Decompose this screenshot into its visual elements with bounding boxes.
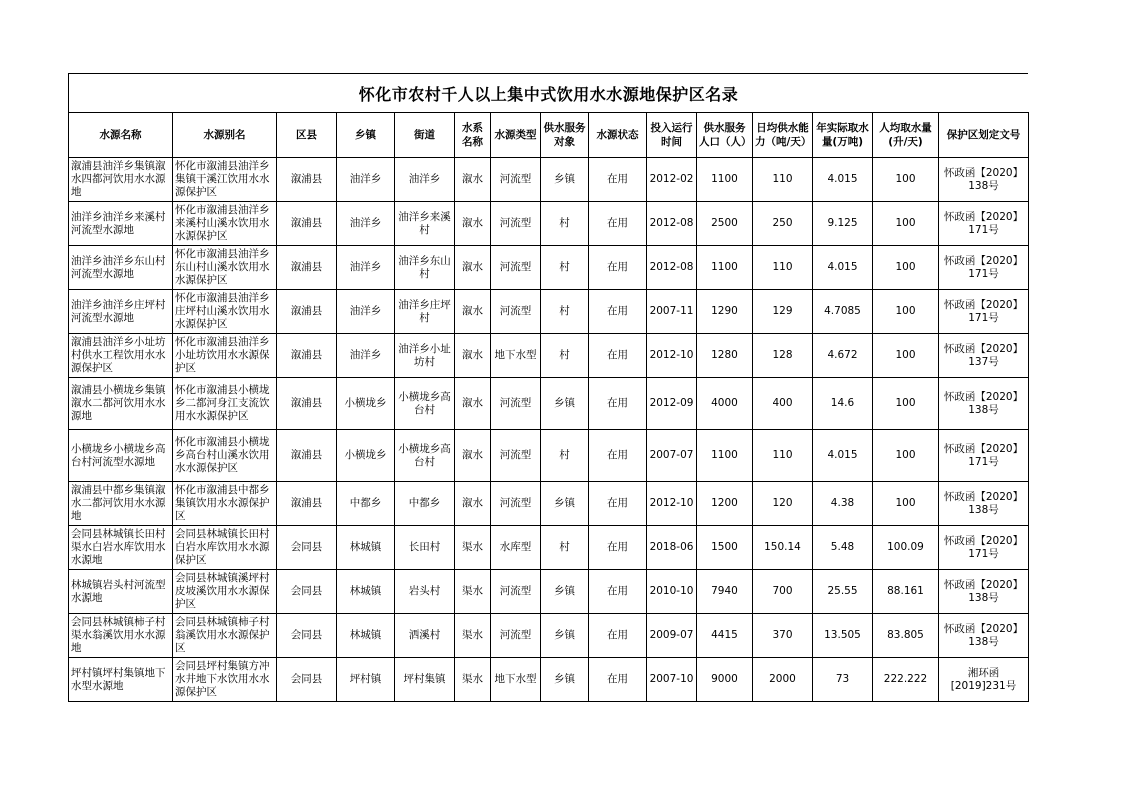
service-target-cell[interactable]: 村 — [541, 430, 589, 482]
capacity-cell[interactable]: 370 — [753, 614, 813, 658]
source-type-cell[interactable]: 河流型 — [491, 430, 541, 482]
source-alias-cell[interactable]: 怀化市溆浦县小横垅乡二都河身江支流饮用水水源保护区 — [173, 378, 277, 430]
town-cell[interactable]: 林城镇 — [337, 570, 395, 614]
source-name-cell[interactable]: 油洋乡油洋乡庄坪村河流型水源地 — [69, 290, 173, 334]
population-cell[interactable]: 1500 — [697, 526, 753, 570]
county-cell[interactable]: 溆浦县 — [277, 158, 337, 202]
street-cell[interactable]: 油洋乡东山村 — [395, 246, 455, 290]
per-capita-cell[interactable]: 100 — [873, 246, 939, 290]
population-cell[interactable]: 4000 — [697, 378, 753, 430]
source-type-cell[interactable]: 河流型 — [491, 202, 541, 246]
town-cell[interactable]: 油洋乡 — [337, 334, 395, 378]
source-alias-cell[interactable]: 会同县林城镇溪坪村皮坡溪饮用水水源保护区 — [173, 570, 277, 614]
street-cell[interactable]: 岩头村 — [395, 570, 455, 614]
source-type-cell[interactable]: 水库型 — [491, 526, 541, 570]
river-cell[interactable]: 渠水 — [455, 658, 491, 702]
status-cell[interactable]: 在用 — [589, 430, 647, 482]
column-header[interactable]: 街道 — [395, 113, 455, 158]
status-cell[interactable]: 在用 — [589, 526, 647, 570]
start-date-cell[interactable]: 2012-10 — [647, 482, 697, 526]
column-header[interactable]: 水系名称 — [455, 113, 491, 158]
source-type-cell[interactable]: 地下水型 — [491, 658, 541, 702]
street-cell[interactable]: 油洋乡来溪村 — [395, 202, 455, 246]
county-cell[interactable]: 会同县 — [277, 570, 337, 614]
population-cell[interactable]: 2500 — [697, 202, 753, 246]
column-header[interactable]: 乡镇 — [337, 113, 395, 158]
per-capita-cell[interactable]: 100 — [873, 378, 939, 430]
column-header[interactable]: 供水服务人口（人） — [697, 113, 753, 158]
service-target-cell[interactable]: 乡镇 — [541, 570, 589, 614]
per-capita-cell[interactable]: 100 — [873, 430, 939, 482]
service-target-cell[interactable]: 村 — [541, 526, 589, 570]
town-cell[interactable]: 中都乡 — [337, 482, 395, 526]
table-row[interactable] — [69, 526, 1029, 570]
service-target-cell[interactable]: 乡镇 — [541, 658, 589, 702]
per-capita-cell[interactable]: 100 — [873, 158, 939, 202]
status-cell[interactable]: 在用 — [589, 246, 647, 290]
capacity-cell[interactable]: 110 — [753, 246, 813, 290]
capacity-cell[interactable]: 110 — [753, 158, 813, 202]
town-cell[interactable]: 油洋乡 — [337, 246, 395, 290]
doc-number-cell[interactable]: 怀政函【2020】137号 — [939, 334, 1029, 378]
annual-volume-cell[interactable]: 9.125 — [813, 202, 873, 246]
source-alias-cell[interactable]: 怀化市溆浦县中都乡集镇饮用水水源保护区 — [173, 482, 277, 526]
source-type-cell[interactable]: 河流型 — [491, 158, 541, 202]
street-cell[interactable]: 油洋乡庄坪村 — [395, 290, 455, 334]
column-header[interactable]: 供水服务对象 — [541, 113, 589, 158]
column-header[interactable]: 水源状态 — [589, 113, 647, 158]
per-capita-cell[interactable]: 83.805 — [873, 614, 939, 658]
county-cell[interactable]: 溆浦县 — [277, 202, 337, 246]
population-cell[interactable]: 1100 — [697, 158, 753, 202]
annual-volume-cell[interactable]: 25.55 — [813, 570, 873, 614]
source-type-cell[interactable]: 地下水型 — [491, 334, 541, 378]
source-type-cell[interactable]: 河流型 — [491, 290, 541, 334]
doc-number-cell[interactable]: 怀政函【2020】138号 — [939, 482, 1029, 526]
source-alias-cell[interactable]: 怀化市溆浦县油洋乡来溪村山溪水饮用水水源保护区 — [173, 202, 277, 246]
per-capita-cell[interactable]: 100 — [873, 482, 939, 526]
doc-number-cell[interactable]: 怀政函【2020】171号 — [939, 430, 1029, 482]
county-cell[interactable]: 溆浦县 — [277, 334, 337, 378]
town-cell[interactable]: 油洋乡 — [337, 290, 395, 334]
status-cell[interactable]: 在用 — [589, 658, 647, 702]
per-capita-cell[interactable]: 100 — [873, 202, 939, 246]
town-cell[interactable]: 油洋乡 — [337, 158, 395, 202]
street-cell[interactable]: 长田村 — [395, 526, 455, 570]
start-date-cell[interactable]: 2010-10 — [647, 570, 697, 614]
population-cell[interactable]: 1200 — [697, 482, 753, 526]
river-cell[interactable]: 溆水 — [455, 430, 491, 482]
status-cell[interactable]: 在用 — [589, 158, 647, 202]
start-date-cell[interactable]: 2012-08 — [647, 202, 697, 246]
town-cell[interactable]: 林城镇 — [337, 526, 395, 570]
town-cell[interactable]: 小横垅乡 — [337, 378, 395, 430]
source-name-cell[interactable]: 坪村镇坪村集镇地下水型水源地 — [69, 658, 173, 702]
population-cell[interactable]: 1100 — [697, 430, 753, 482]
county-cell[interactable]: 会同县 — [277, 658, 337, 702]
river-cell[interactable]: 溆水 — [455, 202, 491, 246]
annual-volume-cell[interactable]: 4.015 — [813, 158, 873, 202]
annual-volume-cell[interactable]: 4.015 — [813, 430, 873, 482]
per-capita-cell[interactable]: 222.222 — [873, 658, 939, 702]
table-row[interactable] — [69, 246, 1029, 290]
source-name-cell[interactable]: 小横垅乡小横垅乡高台村河流型水源地 — [69, 430, 173, 482]
table-row[interactable] — [69, 570, 1029, 614]
town-cell[interactable]: 油洋乡 — [337, 202, 395, 246]
source-type-cell[interactable]: 河流型 — [491, 378, 541, 430]
county-cell[interactable]: 会同县 — [277, 526, 337, 570]
source-alias-cell[interactable]: 怀化市溆浦县小横垅乡高台村山溪水饮用水水源保护区 — [173, 430, 277, 482]
capacity-cell[interactable]: 128 — [753, 334, 813, 378]
annual-volume-cell[interactable]: 73 — [813, 658, 873, 702]
service-target-cell[interactable]: 村 — [541, 202, 589, 246]
start-date-cell[interactable]: 2018-06 — [647, 526, 697, 570]
river-cell[interactable]: 溆水 — [455, 482, 491, 526]
table-row[interactable] — [69, 158, 1029, 202]
annual-volume-cell[interactable]: 4.38 — [813, 482, 873, 526]
town-cell[interactable]: 林城镇 — [337, 614, 395, 658]
table-row[interactable] — [69, 334, 1029, 378]
source-type-cell[interactable]: 河流型 — [491, 482, 541, 526]
source-alias-cell[interactable]: 怀化市溆浦县油洋乡集镇干溪江饮用水水源保护区 — [173, 158, 277, 202]
river-cell[interactable]: 渠水 — [455, 614, 491, 658]
source-name-cell[interactable]: 溆浦县油洋乡集镇溆水四都河饮用水水源地 — [69, 158, 173, 202]
status-cell[interactable]: 在用 — [589, 482, 647, 526]
source-alias-cell[interactable]: 怀化市溆浦县油洋乡庄坪村山溪水饮用水水源保护区 — [173, 290, 277, 334]
county-cell[interactable]: 会同县 — [277, 614, 337, 658]
source-type-cell[interactable]: 河流型 — [491, 614, 541, 658]
county-cell[interactable]: 溆浦县 — [277, 246, 337, 290]
annual-volume-cell[interactable]: 14.6 — [813, 378, 873, 430]
capacity-cell[interactable]: 400 — [753, 378, 813, 430]
population-cell[interactable]: 1100 — [697, 246, 753, 290]
service-target-cell[interactable]: 乡镇 — [541, 614, 589, 658]
per-capita-cell[interactable]: 100 — [873, 334, 939, 378]
river-cell[interactable]: 渠水 — [455, 570, 491, 614]
annual-volume-cell[interactable]: 4.7085 — [813, 290, 873, 334]
source-name-cell[interactable]: 溆浦县中都乡集镇溆水二都河饮用水水源地 — [69, 482, 173, 526]
source-alias-cell[interactable]: 怀化市溆浦县油洋乡小址坊饮用水水源保护区 — [173, 334, 277, 378]
start-date-cell[interactable]: 2012-09 — [647, 378, 697, 430]
capacity-cell[interactable]: 2000 — [753, 658, 813, 702]
status-cell[interactable]: 在用 — [589, 614, 647, 658]
column-header[interactable]: 水源类型 — [491, 113, 541, 158]
source-alias-cell[interactable]: 会同县林城镇柿子村翁溪饮用水水源保护区 — [173, 614, 277, 658]
street-cell[interactable]: 油洋乡小址坊村 — [395, 334, 455, 378]
service-target-cell[interactable]: 乡镇 — [541, 482, 589, 526]
river-cell[interactable]: 溆水 — [455, 290, 491, 334]
source-alias-cell[interactable]: 怀化市溆浦县油洋乡东山村山溪水饮用水水源保护区 — [173, 246, 277, 290]
column-header[interactable]: 保护区划定文号 — [939, 113, 1029, 158]
column-header[interactable]: 区县 — [277, 113, 337, 158]
start-date-cell[interactable]: 2012-02 — [647, 158, 697, 202]
river-cell[interactable]: 渠水 — [455, 526, 491, 570]
source-name-cell[interactable]: 溆浦县小横垅乡集镇溆水二都河饮用水水源地 — [69, 378, 173, 430]
river-cell[interactable]: 溆水 — [455, 158, 491, 202]
column-header[interactable]: 水源名称 — [69, 113, 173, 158]
capacity-cell[interactable]: 129 — [753, 290, 813, 334]
source-name-cell[interactable]: 油洋乡油洋乡东山村河流型水源地 — [69, 246, 173, 290]
capacity-cell[interactable]: 700 — [753, 570, 813, 614]
population-cell[interactable]: 7940 — [697, 570, 753, 614]
doc-number-cell[interactable]: 怀政函【2020】138号 — [939, 378, 1029, 430]
header-row — [69, 113, 1029, 158]
doc-number-cell[interactable]: 怀政函【2020】138号 — [939, 614, 1029, 658]
column-header[interactable]: 日均供水能力（吨/天） — [753, 113, 813, 158]
doc-number-cell[interactable]: 怀政函【2020】171号 — [939, 526, 1029, 570]
table-row[interactable] — [69, 430, 1029, 482]
spreadsheet-sheet — [68, 73, 1028, 702]
status-cell[interactable]: 在用 — [589, 290, 647, 334]
county-cell[interactable]: 溆浦县 — [277, 290, 337, 334]
start-date-cell[interactable]: 2012-10 — [647, 334, 697, 378]
source-type-cell[interactable]: 河流型 — [491, 570, 541, 614]
source-name-cell[interactable]: 油洋乡油洋乡来溪村河流型水源地 — [69, 202, 173, 246]
river-cell[interactable]: 溆水 — [455, 334, 491, 378]
capacity-cell[interactable]: 110 — [753, 430, 813, 482]
status-cell[interactable]: 在用 — [589, 378, 647, 430]
column-header[interactable]: 投入运行时间 — [647, 113, 697, 158]
annual-volume-cell[interactable]: 4.015 — [813, 246, 873, 290]
start-date-cell[interactable]: 2009-07 — [647, 614, 697, 658]
table-body — [69, 158, 1029, 702]
capacity-cell[interactable]: 120 — [753, 482, 813, 526]
service-target-cell[interactable]: 村 — [541, 290, 589, 334]
street-cell[interactable]: 中都乡 — [395, 482, 455, 526]
street-cell[interactable]: 小横垅乡高台村 — [395, 378, 455, 430]
street-cell[interactable]: 坪村集镇 — [395, 658, 455, 702]
annual-volume-cell[interactable]: 5.48 — [813, 526, 873, 570]
status-cell[interactable]: 在用 — [589, 202, 647, 246]
source-type-cell[interactable]: 河流型 — [491, 246, 541, 290]
population-cell[interactable]: 4415 — [697, 614, 753, 658]
per-capita-cell[interactable]: 88.161 — [873, 570, 939, 614]
start-date-cell[interactable]: 2007-10 — [647, 658, 697, 702]
source-alias-cell[interactable]: 会同县坪村集镇方冲水井地下水饮用水水源保护区 — [173, 658, 277, 702]
table-row[interactable] — [69, 482, 1029, 526]
doc-number-cell[interactable]: 怀政函【2020】171号 — [939, 290, 1029, 334]
service-target-cell[interactable]: 村 — [541, 246, 589, 290]
column-header[interactable]: 年实际取水量(万吨) — [813, 113, 873, 158]
population-cell[interactable]: 9000 — [697, 658, 753, 702]
status-cell[interactable]: 在用 — [589, 334, 647, 378]
annual-volume-cell[interactable]: 4.672 — [813, 334, 873, 378]
service-target-cell[interactable]: 村 — [541, 334, 589, 378]
table-row[interactable] — [69, 378, 1029, 430]
per-capita-cell[interactable]: 100.09 — [873, 526, 939, 570]
town-cell[interactable]: 坪村镇 — [337, 658, 395, 702]
sheet-title: 怀化市农村千人以上集中式饮用水水源地保护区名录 — [68, 73, 1028, 112]
service-target-cell[interactable]: 乡镇 — [541, 378, 589, 430]
county-cell[interactable]: 溆浦县 — [277, 482, 337, 526]
column-header[interactable]: 人均取水量(升/天) — [873, 113, 939, 158]
capacity-cell[interactable]: 150.14 — [753, 526, 813, 570]
service-target-cell[interactable]: 乡镇 — [541, 158, 589, 202]
start-date-cell[interactable]: 2007-11 — [647, 290, 697, 334]
source-name-cell[interactable]: 会同县林城镇柿子村渠水翁溪饮用水水源地 — [69, 614, 173, 658]
river-cell[interactable]: 溆水 — [455, 246, 491, 290]
start-date-cell[interactable]: 2012-08 — [647, 246, 697, 290]
street-cell[interactable]: 小横垅乡高台村 — [395, 430, 455, 482]
town-cell[interactable]: 小横垅乡 — [337, 430, 395, 482]
county-cell[interactable]: 溆浦县 — [277, 430, 337, 482]
doc-number-cell[interactable]: 怀政函【2020】138号 — [939, 158, 1029, 202]
doc-number-cell[interactable]: 怀政函【2020】171号 — [939, 246, 1029, 290]
doc-number-cell[interactable]: 湘环函[2019]231号 — [939, 658, 1029, 702]
street-cell[interactable]: 洒溪村 — [395, 614, 455, 658]
water-source-table — [68, 112, 1029, 702]
table-row[interactable] — [69, 614, 1029, 658]
doc-number-cell[interactable]: 怀政函【2020】138号 — [939, 570, 1029, 614]
doc-number-cell[interactable]: 怀政函【2020】171号 — [939, 202, 1029, 246]
street-cell[interactable]: 油洋乡 — [395, 158, 455, 202]
source-alias-cell[interactable]: 会同县林城镇长田村白岩水库饮用水水源保护区 — [173, 526, 277, 570]
county-cell[interactable]: 溆浦县 — [277, 378, 337, 430]
population-cell[interactable]: 1290 — [697, 290, 753, 334]
source-name-cell[interactable]: 溆浦县油洋乡小址坊村供水工程饮用水水源保护区 — [69, 334, 173, 378]
source-name-cell[interactable]: 林城镇岩头村河流型水源地 — [69, 570, 173, 614]
annual-volume-cell[interactable]: 13.505 — [813, 614, 873, 658]
status-cell[interactable]: 在用 — [589, 570, 647, 614]
source-name-cell[interactable]: 会同县林城镇长田村渠水白岩水库饮用水水源地 — [69, 526, 173, 570]
table-header — [69, 113, 1029, 158]
capacity-cell[interactable]: 250 — [753, 202, 813, 246]
column-header[interactable]: 水源别名 — [173, 113, 277, 158]
per-capita-cell[interactable]: 100 — [873, 290, 939, 334]
table-row[interactable] — [69, 202, 1029, 246]
population-cell[interactable]: 1280 — [697, 334, 753, 378]
start-date-cell[interactable]: 2007-07 — [647, 430, 697, 482]
table-row[interactable] — [69, 290, 1029, 334]
table-row[interactable] — [69, 658, 1029, 702]
river-cell[interactable]: 溆水 — [455, 378, 491, 430]
